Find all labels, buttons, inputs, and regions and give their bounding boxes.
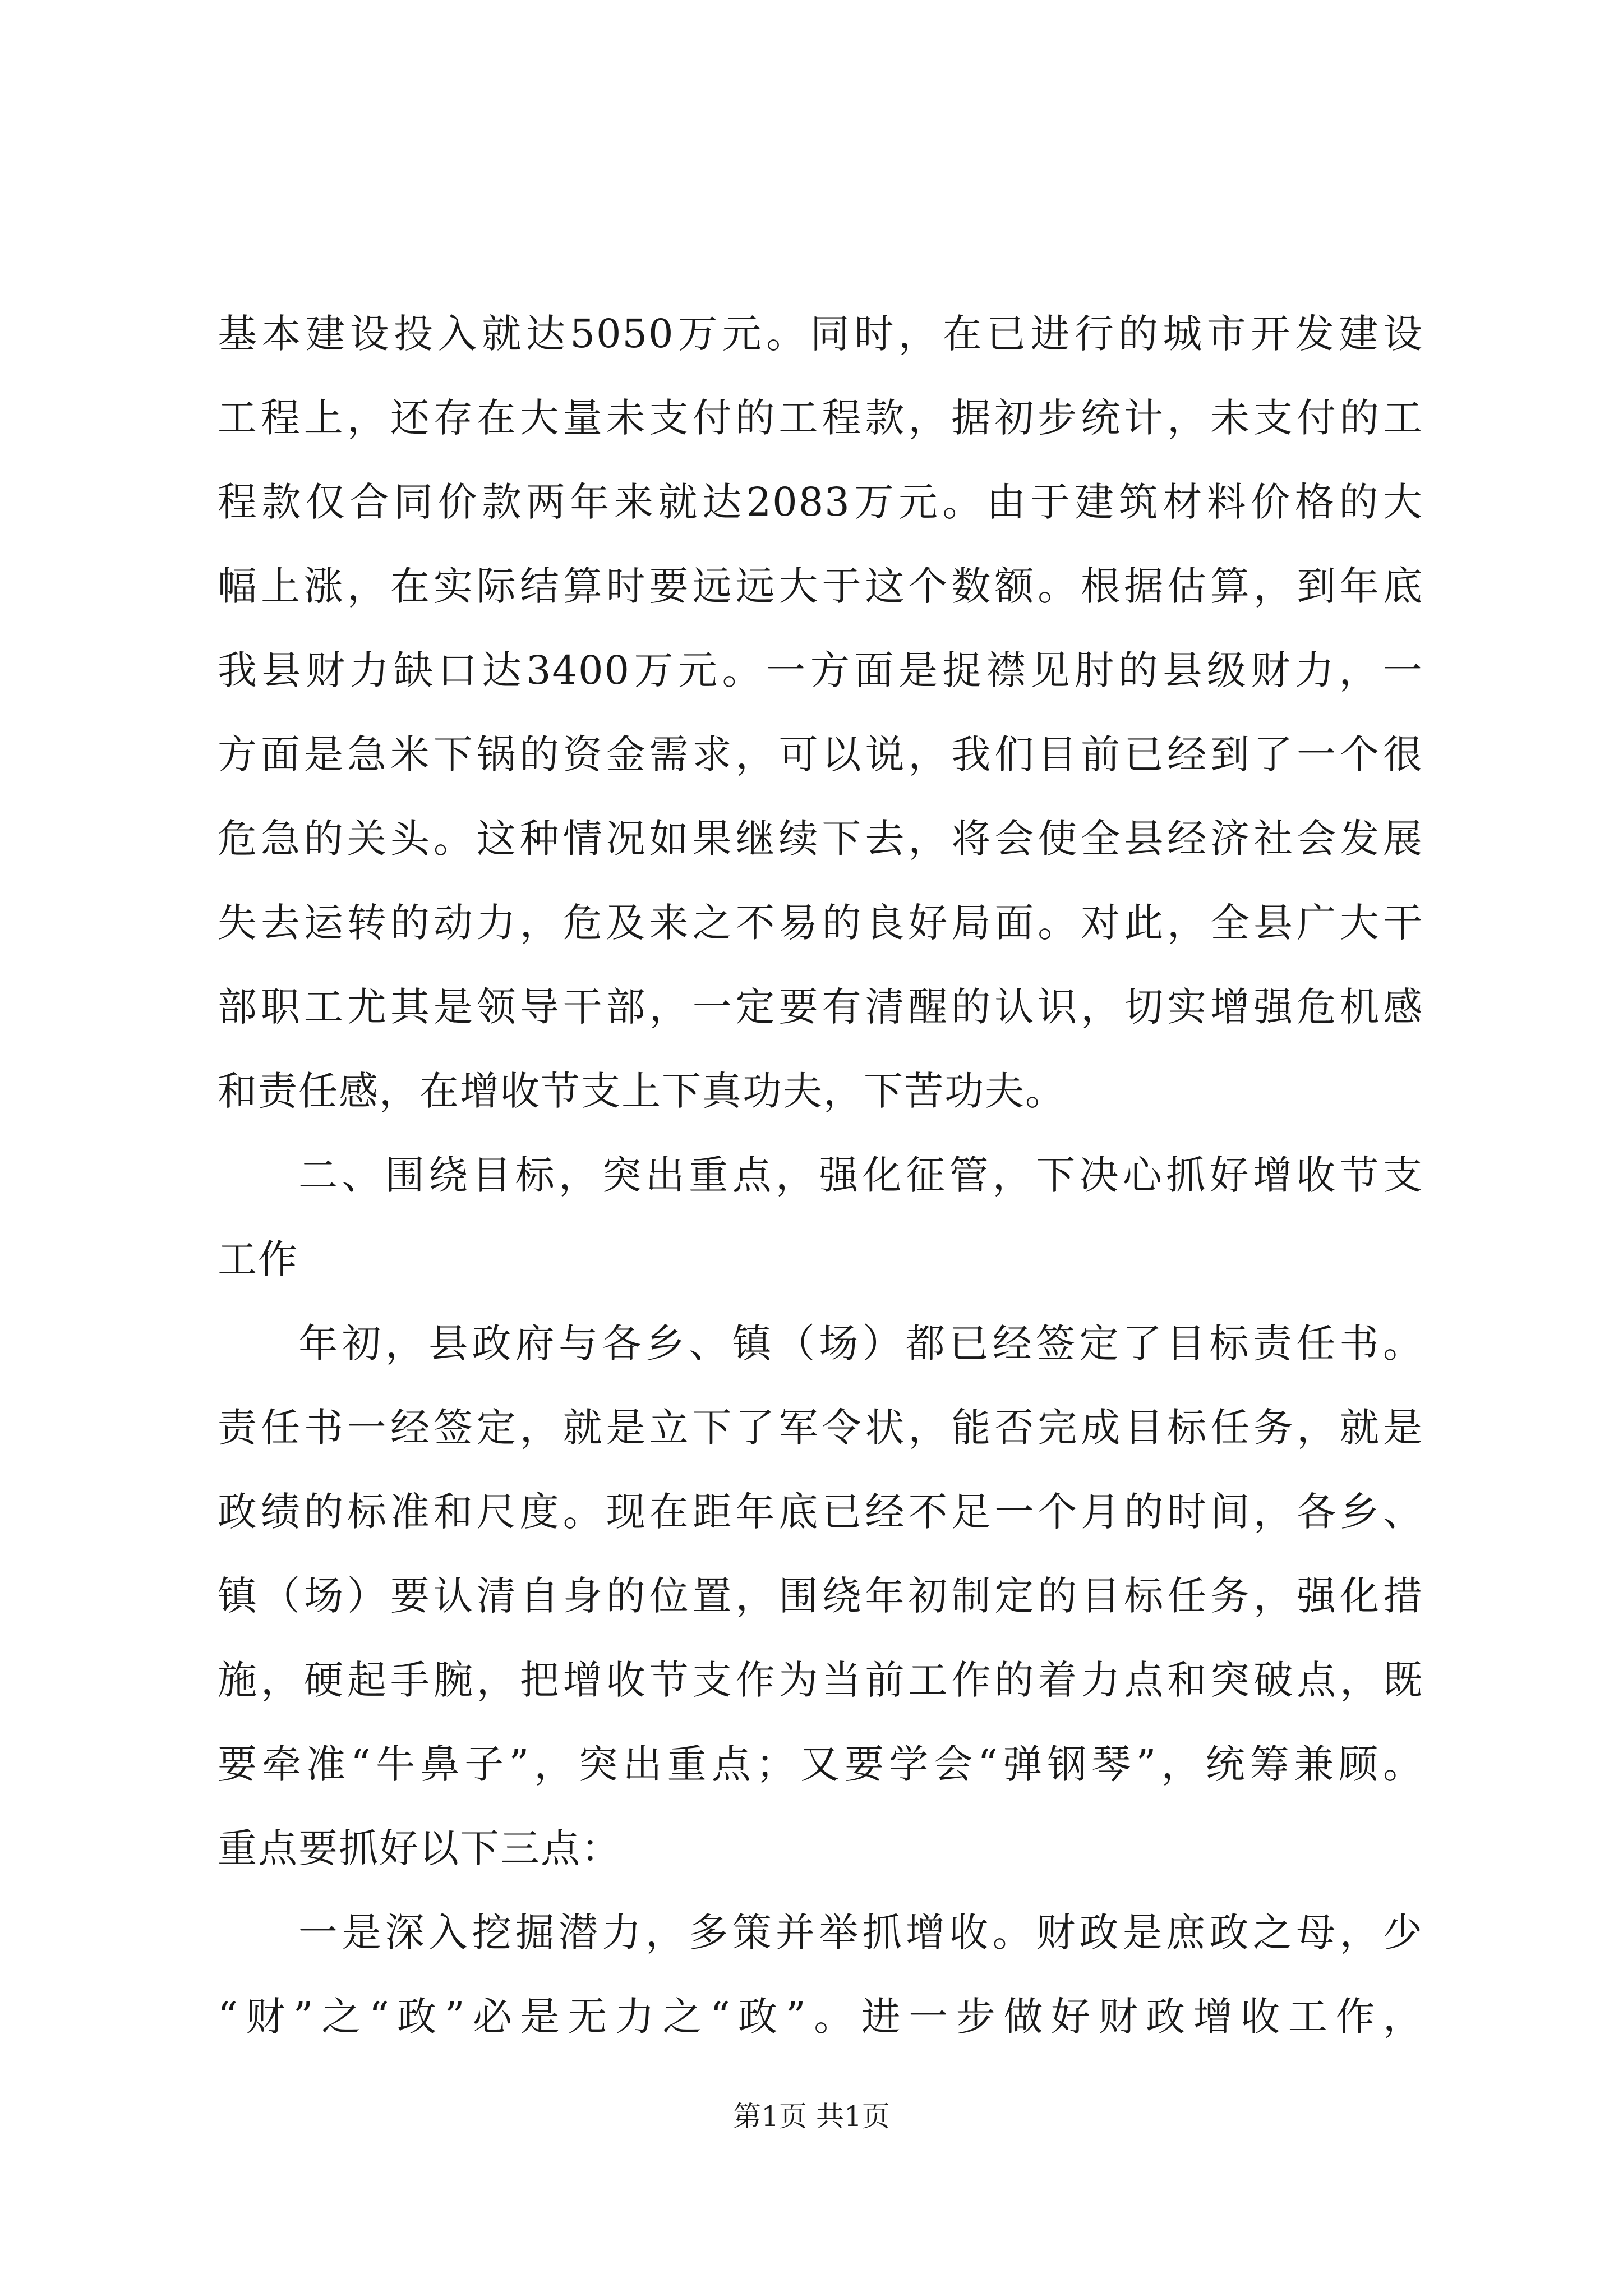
- section-heading-line-1: 二、围绕目标，突出重点，强化征管，下决心抓好增收节支: [298, 1152, 1423, 1198]
- text-line-8: 失去运转的动力，危及来之不易的良好局面。对此，全县广大干: [218, 900, 1423, 946]
- text-line-20: 一是深入挖掘潜力，多策并举抓增收。财政是庶政之母，少: [298, 1910, 1423, 1955]
- text-line-14: 责任书一经签定，就是立下了军令状，能否完成目标任务，就是: [218, 1405, 1423, 1451]
- text-line-3: 程款仅合同价款两年来就达2083万元。由于建筑材料价格的大: [218, 479, 1423, 525]
- text-line-2: 工程上，还存在大量未支付的工程款，据初步统计，未支付的工: [218, 395, 1423, 441]
- text-line-16: 镇（场）要认清自身的位置，围绕年初制定的目标任务，强化措: [218, 1573, 1423, 1619]
- text-line-21: “财”之“政”必是无力之“政”。进一步做好财政增收工作，: [218, 1994, 1423, 2040]
- text-line-17: 施，硬起手腕，把增收节支作为当前工作的着力点和突破点，既: [218, 1657, 1423, 1703]
- text-line-15: 政绩的标准和尺度。现在距年底已经不足一个月的时间，各乡、: [218, 1489, 1423, 1535]
- text-line-18: 要牵准“牛鼻子”，突出重点；又要学会“弹钢琴”，统筹兼顾。: [218, 1741, 1423, 1787]
- text-line-10: 和责任感，在增收节支上下真功夫，下苦功夫。: [218, 1068, 1066, 1114]
- page-number-footer: 第1页 共1页: [733, 2100, 890, 2133]
- text-line-9: 部职工尤其是领导干部，一定要有清醒的认识，切实增强危机感: [218, 984, 1423, 1030]
- document-body: [218, 292, 1423, 2059]
- text-line-7: 危急的关头。这种情况如果继续下去，将会使全县经济社会发展: [218, 816, 1423, 862]
- text-line-4: 幅上涨，在实际结算时要远远大于这个数额。根据估算，到年底: [218, 563, 1423, 609]
- text-line-13: 年初，县政府与各乡、镇（场）都已经签定了目标责任书。: [298, 1320, 1423, 1366]
- section-heading-line-2: 工作: [218, 1236, 298, 1282]
- text-line-19: 重点要抓好以下三点：: [218, 1825, 621, 1871]
- text-line-5: 我县财力缺口达3400万元。一方面是捉襟见肘的县级财力，一: [218, 647, 1423, 693]
- text-line-1: 基本建设投入就达5050万元。同时，在已进行的城市开发建设: [218, 311, 1423, 357]
- text-line-6: 方面是急米下锅的资金需求，可以说，我们目前已经到了一个很: [218, 731, 1423, 777]
